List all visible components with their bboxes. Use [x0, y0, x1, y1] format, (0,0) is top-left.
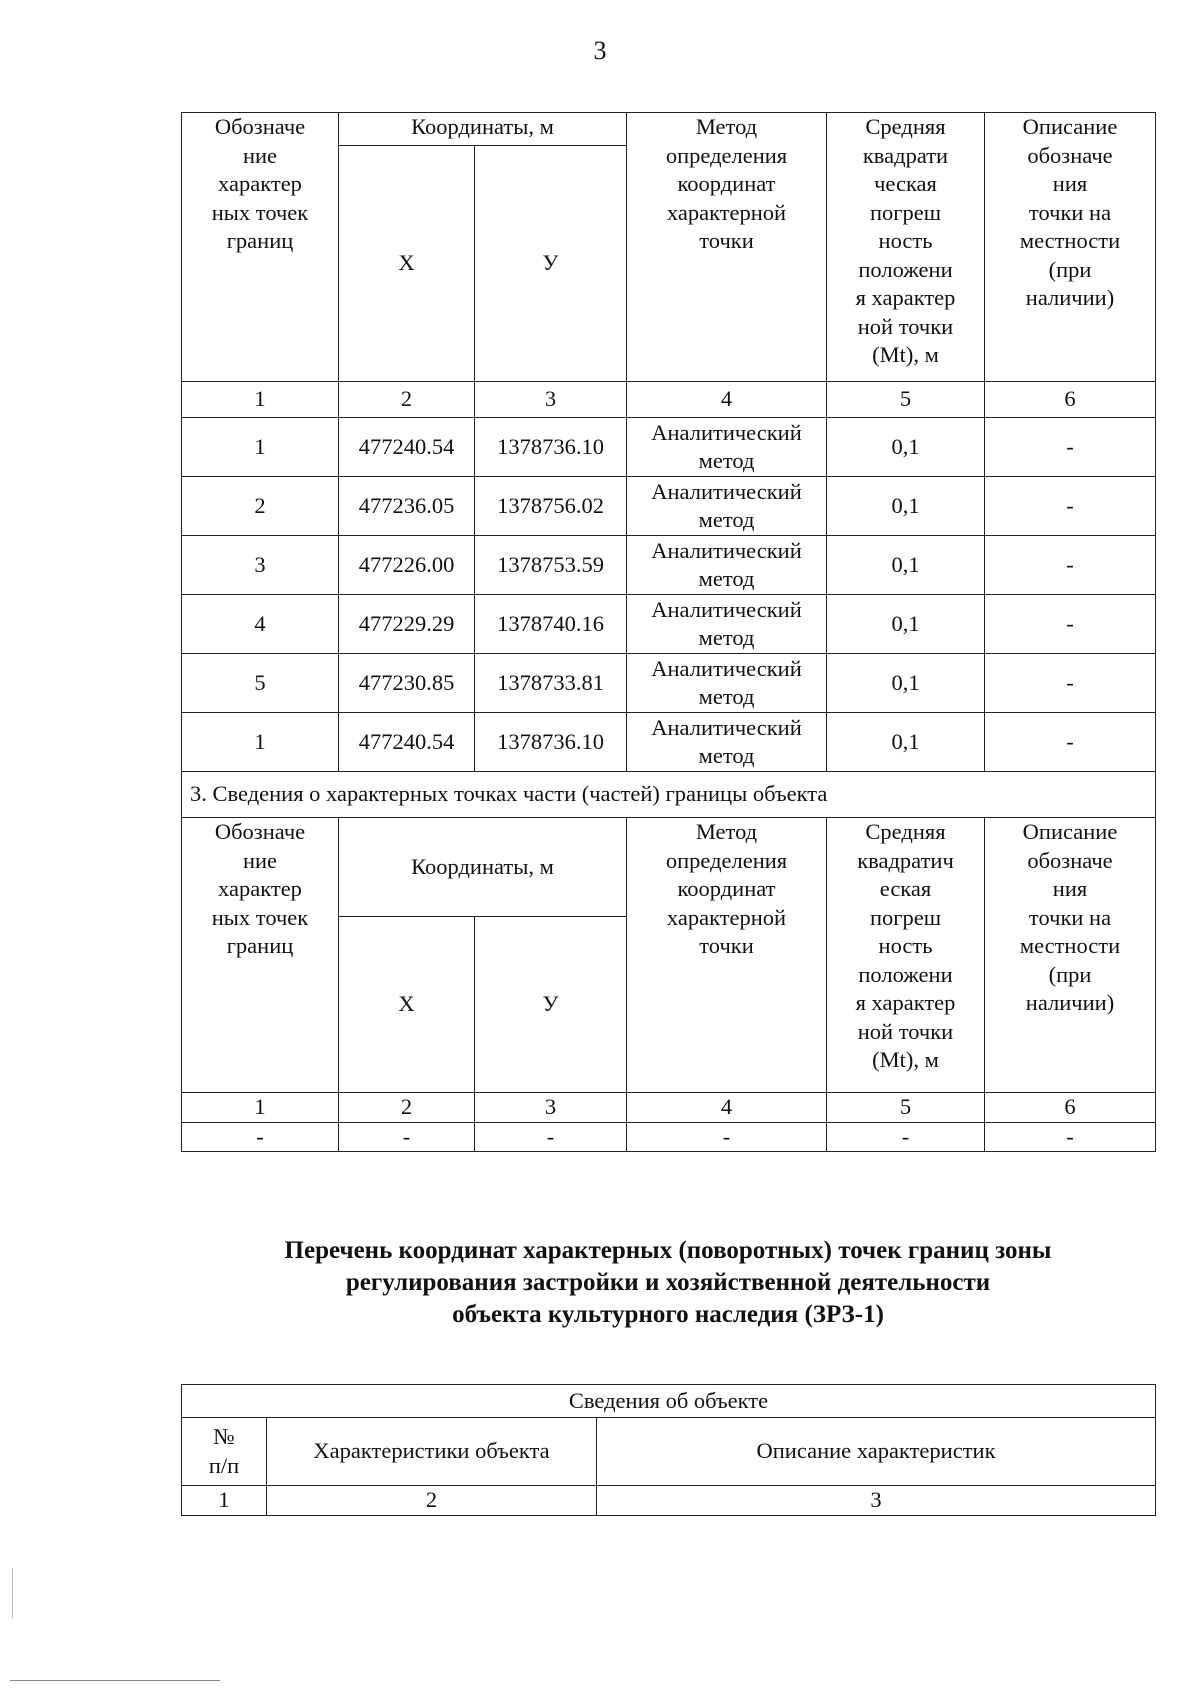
point-number: 5 [182, 654, 339, 713]
point-description: - [985, 713, 1156, 772]
point-x: 477230.85 [339, 654, 475, 713]
object-info-table [181, 1384, 1156, 1516]
point-y: 1378740.16 [475, 595, 627, 654]
heading-line: объекта культурного наследия (ЗРЗ-1) [452, 1301, 884, 1328]
column-number: 3 [475, 1093, 627, 1123]
heading-line: Перечень координат характерных (поворотных) точек границ зоны [284, 1237, 1052, 1264]
point-method: Аналитический метод [627, 477, 827, 536]
column-number: 5 [827, 1093, 985, 1123]
point-number: 4 [182, 595, 339, 654]
point-description: - [985, 418, 1156, 477]
coordinates-table [181, 112, 1156, 1152]
column-numbers-row [182, 382, 1156, 418]
column-number: 3 [475, 382, 627, 418]
scan-margin-line [12, 1568, 13, 1618]
header-method: Метод определения координат характерной точки [627, 113, 827, 382]
point-method: Аналитический метод [627, 654, 827, 713]
section-3-row [182, 772, 1156, 818]
point-description: - [985, 477, 1156, 536]
header-coordinates: Координаты, м [339, 818, 627, 917]
page-number: 3 [593, 36, 607, 65]
point-description: - [985, 536, 1156, 595]
header-coordinates: Координаты, м [339, 113, 627, 146]
point-mt: 0,1 [827, 536, 985, 595]
column-number: 1 [182, 382, 339, 418]
point-method: Аналитический метод [627, 418, 827, 477]
point-y: 1378736.10 [475, 713, 627, 772]
empty-data-row [182, 1122, 1156, 1152]
point-description: - [985, 595, 1156, 654]
object-info-header-row [182, 1418, 1156, 1486]
column-numbers-row-3 [182, 1486, 1156, 1516]
point-x: 477226.00 [339, 536, 475, 595]
dash-cell: - [627, 1122, 827, 1152]
dash-cell: - [827, 1122, 985, 1152]
header-row-number: № п/п [182, 1418, 267, 1486]
header-point-description: Описание обозначе ния точки на местности (при наличии) [985, 113, 1156, 382]
point-x: 477240.54 [339, 713, 475, 772]
object-info-title: Сведения об объекте [182, 1385, 1156, 1418]
header-x: X [339, 917, 475, 1093]
point-number: 2 [182, 477, 339, 536]
column-number: 5 [827, 382, 985, 418]
section-heading [181, 1235, 1155, 1331]
point-method: Аналитический метод [627, 536, 827, 595]
header-x: X [339, 146, 475, 382]
point-mt: 0,1 [827, 654, 985, 713]
point-y: 1378733.81 [475, 654, 627, 713]
table-row [182, 536, 1156, 595]
point-x: 477229.29 [339, 595, 475, 654]
point-y: 1378756.02 [475, 477, 627, 536]
header-point-designation: Обозначе ние характер ных точек границ [182, 818, 339, 1093]
object-info-title-row [182, 1385, 1156, 1418]
table-header-row [182, 113, 1156, 146]
point-number: 1 [182, 418, 339, 477]
column-number: 1 [182, 1486, 267, 1516]
point-y: 1378753.59 [475, 536, 627, 595]
column-numbers-row-2 [182, 1093, 1156, 1123]
column-number: 4 [627, 1093, 827, 1123]
point-mt: 0,1 [827, 713, 985, 772]
table-row [182, 713, 1156, 772]
table-header-row-2 [182, 818, 1156, 917]
header-method: Метод определения координат характерной точки [627, 818, 827, 1093]
point-mt: 0,1 [827, 418, 985, 477]
header-mean-square-error: Средняя квадрати ческая погреш ность положени я характер ной точки (Mt), м [827, 113, 985, 382]
point-method: Аналитический метод [627, 713, 827, 772]
table-row [182, 477, 1156, 536]
section-3-title: 3. Сведения о характерных точках части (частей) границы объекта [182, 772, 1156, 818]
table-row [182, 654, 1156, 713]
column-number: 2 [267, 1486, 597, 1516]
column-number: 2 [339, 382, 475, 418]
point-y: 1378736.10 [475, 418, 627, 477]
table-row [182, 418, 1156, 477]
header-mean-square-error: Средняя квадратич еская погреш ность положени я характер ной точки (Mt), м [827, 818, 985, 1093]
point-x: 477240.54 [339, 418, 475, 477]
dash-cell: - [182, 1122, 339, 1152]
point-mt: 0,1 [827, 477, 985, 536]
header-y: У [475, 146, 627, 382]
point-method: Аналитический метод [627, 595, 827, 654]
column-number: 6 [985, 382, 1156, 418]
column-number: 4 [627, 382, 827, 418]
column-number: 6 [985, 1093, 1156, 1123]
dash-cell: - [339, 1122, 475, 1152]
header-characteristics-description: Описание характеристик [597, 1418, 1156, 1486]
footnote-rule [10, 1680, 220, 1681]
heading-line: регулирования застройки и хозяйственной деятельности [345, 1269, 991, 1296]
column-number: 1 [182, 1093, 339, 1123]
point-mt: 0,1 [827, 595, 985, 654]
header-y: У [475, 917, 627, 1093]
table-row [182, 595, 1156, 654]
dash-cell: - [985, 1122, 1156, 1152]
column-number: 3 [597, 1486, 1156, 1516]
point-number: 1 [182, 713, 339, 772]
column-number: 2 [339, 1093, 475, 1123]
header-point-designation: Обозначе ние характер ных точек границ [182, 113, 339, 382]
header-point-description: Описание обозначе ния точки на местности (при наличии) [985, 818, 1156, 1093]
point-number: 3 [182, 536, 339, 595]
header-characteristics: Характеристики объекта [267, 1418, 597, 1486]
point-x: 477236.05 [339, 477, 475, 536]
dash-cell: - [475, 1122, 627, 1152]
point-description: - [985, 654, 1156, 713]
